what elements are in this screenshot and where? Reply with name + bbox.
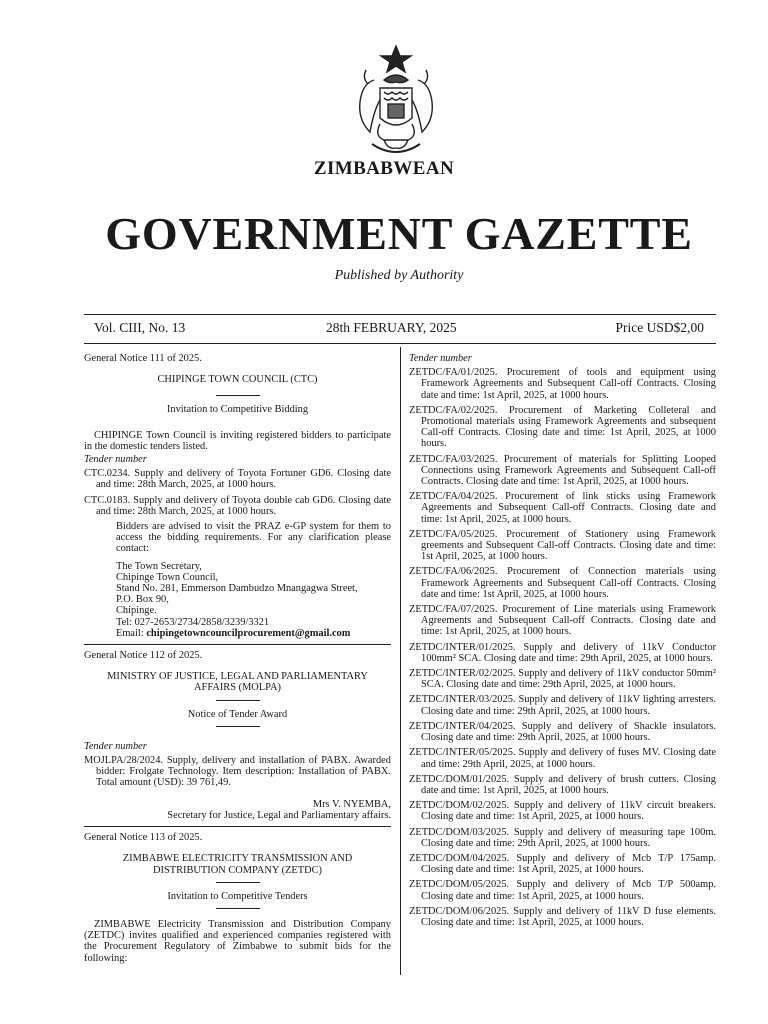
tender-item: ZETDC/DOM/05/2025. Supply and delivery of Mcb T/P 500amp. Closing date and time: 1st April, 2025, at 1000 hours. — [409, 879, 716, 902]
tender-item: ZETDC/FA/06/2025. Procurement of Connection materials using Framework Agreements and Subsequent Call-off Contracts. Closing date and time: 1st April, 2025, at 1000 hours. — [409, 566, 716, 600]
contact-line: Chipinge Town Council, — [116, 571, 219, 583]
tender-item: ZETDC/INTER/01/2025. Supply and delivery of 11kV Conductor 100mm² SCA. Closing date and time: 29th April, 2025, at 1000 hours. — [409, 641, 716, 664]
notice-type: Notice of Tender Award — [187, 708, 288, 720]
issue-date: 28th FEBRUARY, 2025 — [326, 320, 457, 335]
notice-organisation: CHIPINGE TOWN COUNCIL (CTC) — [157, 374, 318, 386]
gazette-title: GOVERNMENT GAZETTE — [105, 208, 693, 259]
tender-item: ZETDC/FA/05/2025. Procurement of Stationery using Framework greements and Subsequent Call-off Contracts. Closing date and time: 1st April, 2025, at 1000 hours. — [409, 528, 716, 563]
short-rule — [216, 882, 260, 883]
tender-item: ZETDC/DOM/02/2025. Supply and delivery of 11kV circuit breakers. Closing date and time: 1st April, 2025, at 1000 hours. — [409, 800, 716, 823]
notice-organisation: MINISTRY OF JUSTICE, LEGAL AND PARLIAMENTARY AFFAIRS (MOLPA) — [107, 671, 368, 694]
notice-intro: ZIMBABWE Electricity Transmission and Distribution Company (ZETDC) invites qualified and experienced companies registered with the Procurement Regulatory of Zimbabwe to submit bids for the following: — [84, 918, 391, 964]
bidder-advice: Bidders are advised to visit the PRAZ e-GP system for them to access the bidding requirements. For any clarification please contact: — [116, 521, 391, 555]
tender-item: ZETDC/FA/03/2025. Procurement of materials for Splitting Looped Connections using Framework Agreements and Subsequent Call-off Contracts. Closing date and time: 1st April, 2025, at 1000 hours. — [409, 453, 716, 488]
tender-item: ZETDC/DOM/06/2025. Supply and delivery of 11kV D fuse elements. Closing date and time: 1st April, 2025, at 1000 hours. — [409, 905, 716, 928]
contact-line: Tel: 027-2653/2734/2858/3239/3321 — [116, 616, 270, 628]
masthead-top-rule — [84, 314, 716, 315]
tender-item: ZETDC/FA/02/2025. Procurement of Marketing Colleteral and Promotional materials using Framework Agreements and subsequent Call-off Contracts. Closing date and time: 1st April, 2025, at 1000 hours. — [409, 404, 716, 450]
tender-item: CTC.0234. Supply and delivery of Toyota Fortuner GD6. Closing date and time: 28th March, 2025, at 1000 hours. — [84, 468, 391, 491]
tender-item: ZETDC/INTER/04/2025. Supply and delivery of Shackle insulators. Closing date and time: 29th April, 2025, at 1000 hours. — [409, 720, 716, 744]
notice-separator — [84, 826, 391, 827]
signatory-title: Secretary for Justice, Legal and Parliamentary affairs. — [167, 809, 391, 821]
volume-number: Vol. CIII, No. 13 — [94, 320, 186, 335]
tender-item: ZETDC/INTER/05/2025. Supply and delivery of fuses MV. Closing date and time: 29th April, 2025, at 1000 hours. — [409, 747, 716, 770]
signatory-name: Mrs V. NYEMBA, — [312, 798, 391, 810]
tender-item: ZETDC/DOM/01/2025. Supply and delivery of brush cutters. Closing date and time: 1st April, 2025, at 1000 hours. — [409, 773, 716, 796]
tender-item: ZETDC/DOM/03/2025. Supply and delivery of measuring tape 100m. Closing date and time: 29th April, 2025, at 1000 hours. — [409, 826, 716, 849]
notice-heading: General Notice 111 of 2025. — [84, 353, 202, 364]
tender-item: ZETDC/FA/04/2025. Procurement of link sticks using Framework Agreements and Subsequent Call-off Contracts. Closing date and time: 1st April, 2025, at 1000 hours. — [409, 491, 716, 525]
issue-price: Price USD$2,00 — [615, 320, 704, 335]
tender-item: ZETDC/FA/07/2025. Procurement of Line materials using Framework Agreements and Subsequent Call-off Contracts. Closing date and time: 1st April, 2025, at 1000 hours. — [409, 604, 716, 638]
notice-heading: General Notice 113 of 2025. — [84, 832, 203, 844]
contact-line: P.O. Box 90, — [116, 594, 169, 606]
tender-item: CTC.0183. Supply and delivery of Toyota double cab GD6. Closing date and time: 28th March, 2025, at 1000 hours. — [84, 494, 391, 517]
contact-email-line — [84, 628, 391, 639]
tender-number-label: Tender number — [84, 740, 147, 752]
email-address: chipingetowncouncilprocurement@gmail.com — [146, 627, 351, 639]
country-heading: ZIMBABWEAN — [313, 158, 455, 179]
notice-organisation: ZIMBABWE ELECTRICITY TRANSMISSION AND DISTRIBUTION COMPANY (ZETDC) — [122, 853, 353, 876]
contact-line: Chipinge. — [116, 605, 157, 617]
short-rule — [216, 700, 260, 701]
notice-type: Invitation to Competitive Tenders — [167, 890, 308, 902]
notice-type: Invitation to Competitive Bidding — [166, 404, 309, 416]
tender-number-label: Tender number — [84, 454, 147, 466]
tender-number-label: Tender number — [409, 353, 472, 364]
tender-item: ZETDC/INTER/03/2025. Supply and delivery of 11kV lighting arresters. Closing date and time: 29th April, 2025, at 1000 hours. — [409, 694, 716, 717]
notice-separator — [84, 644, 391, 645]
contact-line: Stand No. 281, Emmerson Dambudzo Mnangagwa Street, — [116, 583, 358, 595]
tender-item: ZETDC/DOM/04/2025. Supply and delivery of Mcb T/P 175amp. Closing date and time: 1st April, 2025, at 1000 hours. — [409, 852, 716, 876]
email-label: Email: — [116, 627, 147, 639]
short-rule — [216, 395, 260, 396]
contact-line: The Town Secretary, — [116, 560, 202, 572]
column-divider — [400, 347, 401, 975]
tender-item: ZETDC/FA/01/2025. Procurement of tools and equipment using Framework Agreements and Subsequent Call-off Contracts. Closing date and time: 1st April, 2025, at 1000 hours. — [409, 367, 716, 401]
tender-item: ZETDC/INTER/02/2025. Supply and delivery of 11kV conductor 50mm² SCA. Closing date and time: 29th April, 2025, at 1000 hours. — [409, 668, 716, 691]
notice-intro: CHIPINGE Town Council is inviting registered bidders to participate in the domestic tenders listed. — [84, 429, 391, 452]
short-rule — [216, 908, 260, 909]
gazette-subtitle: Published by Authority — [334, 268, 464, 283]
left-column — [84, 353, 391, 964]
coat-of-arms-icon — [344, 40, 448, 164]
short-rule — [216, 726, 260, 727]
tender-award-item: MOJLPA/28/2024. Supply, delivery and installation of PABX. Awarded bidder: Frolgate Technology. Item description: Installation of PABX. Total amount (USD): 39 761,49. — [84, 755, 391, 789]
masthead-bottom-rule — [84, 343, 716, 344]
notice-heading: General Notice 112 of 2025. — [84, 650, 203, 662]
right-column — [409, 353, 716, 932]
